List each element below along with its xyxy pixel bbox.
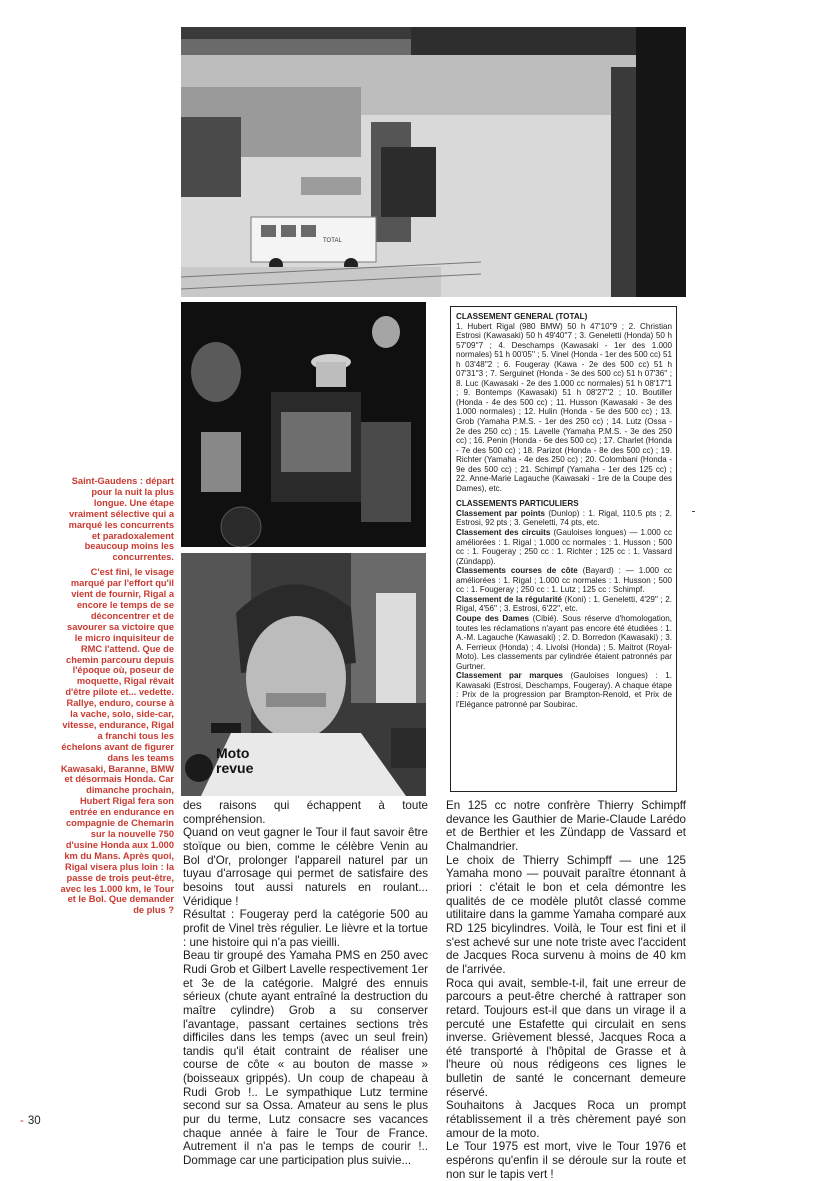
- article-paragraph: Le Tour 1975 est mort, vive le Tour 1976 et espérons qu'enfin il se déroule sur la route et non sur le tapis vert !: [446, 1140, 686, 1181]
- article-paragraph: Roca qui avait, semble-t-il, fait une erreur de parcours a peut-être cherché à rattraper son retard. Toujours est-il que dans un virage il a percuté une Estafette qui circulait en sens inverse. Grièvement blessé, Jacques Roca a été transporté à l'hôpital de Grasse et à l'heure où nous rédigeons ces lignes le bulletin de santé le concernant demeure réservé.: [446, 976, 686, 1099]
- photo-rigal-interview: [181, 553, 426, 796]
- ranking-section-text: (Gauloises longues) — 1.000 cc améliorées : 1. Rigal ; 1.000 cc normales : 1. Husson ; 500 cc : 1. Fougeray ; 250 cc : 1. Richter ; 125 cc : 1. Vassard (Zündapp).: [456, 528, 672, 566]
- ranking-section-label: Classement par points: [456, 508, 546, 518]
- general-ranking-title: CLASSEMENT GENERAL (TOTAL): [456, 312, 588, 321]
- general-ranking-text: 1. Hubert Rigal (980 BMW) 50 h 47'10''9 ; 2. Christian Estrosi (Kawasaki) 50 h 49'40''7 ; 3. Geneletti (Honda) 50 h 57'09''7 ; 4. Deschamps (Kawasaki - 1er des 1.000 normales) 51 h 00'05'' ; 5. Vinel (Honda - 1er des 500 cc) 51 h 03'48''2 ; 6. Fougeray (Kawa - 2e des 500 cc) 51 h 07'31''3 ; 7. Serguinet (Honda - 3e des 500 cc) 51 h 07'36'' ; 8. Luc (Kawasaki - 2e des 1.000 cc normales) 51 h 08'17''1 ; 9. Bontemps (Kawasaki) 51 h 08'27''2 ; 10. Boutiller (Honda - 4e des 500 cc) ; 11. Husson (Kawasaki - 3e des 1.000 normales) ; 12. Hulin (Honda - 5e des 500 cc) ; 13. Grob (Yamaha P.M.S. - 1er des 250 cc) ; 14. Lutz (Ossa - 2e des 250 cc) ; 15. Lavelle (Yamaha P.M.S. - 3e des 250 cc) ; 16. Penin (Honda - 6e des 500 cc) ; 17. Charlet (Honda - 7e des 500 cc) ; 18. Parizot (Honda - 8e des 500 cc) ; 19. Richter (Yamaha - 4e des 250 cc) ; 20. Colombani (Honda - 9e des 500 cc) ; 21. Schimpf (Yamaha - 1er des 125 cc) ; 22. Anne-Marie Lagauche (Kawasaki - 1re de la Coupe des Dames), etc.: [456, 321, 672, 493]
- ranking-section-label: Classement par marques: [456, 671, 563, 681]
- ranking-section-text: (Gauloises longues) : 1. Kawasaki (Estrosi, Deschamps, Fougeray). A chaque étape : Prix de la progression par Brampton-Renold, et Prix de l'Elégance patronné par Soubirac.: [456, 671, 672, 709]
- article-column-right: [446, 799, 686, 1181]
- shirt-text-revue: revue: [216, 760, 254, 776]
- caption-paragraph: Saint-Gaudens : départ pour la nuit la plus longue. Une étape vraiment sélective qui a marqué les concurrents et paradoxalement beaucoup moins les concurrentes.: [68, 476, 174, 563]
- ranking-section-label: Coupe des Dames: [456, 613, 529, 623]
- results-box: [450, 306, 677, 792]
- article-column-left: [183, 799, 428, 1168]
- photo-night-riders: [181, 302, 426, 547]
- ranking-section: [456, 528, 672, 566]
- night-riders-drawing: [181, 302, 426, 547]
- margin-tick: [692, 511, 695, 512]
- ranking-section-text: (Koni) : 1. Geneletti, 4'29'' ; 2. Rigal, 4'56'' ; 3. Estrosi, 6'22'', etc.: [456, 594, 672, 614]
- page-number: [20, 1115, 41, 1127]
- ranking-section-text: (Dunlop) : 1. Rigal, 110.5 pts ; 2. Estrosi, 92 pts ; 3. Geneletti, 74 pts, etc.: [456, 508, 672, 528]
- article-paragraph: Résultat : Fougeray perd la catégorie 500 au profit de Vinel très régulier. Le lièvre et la tortue : une histoire qui n'a pas vieilli.: [183, 908, 428, 949]
- ranking-section: [456, 566, 672, 595]
- article-paragraph: Le choix de Thierry Schimpff — une 125 Yamaha mono — pouvait paraître étonnant à priori : c'était le bon et cela démontre les qualités de ce modèle plutôt classé comme utilitaire dans la gamme Yamaha comparé aux RD 125 bicylindres. Voilà, le Tour est fini et il s'est achevé sur une note triste avec l'accident de Jacques Roca survenu à moins de 40 km de l'arrivée.: [446, 853, 686, 976]
- caption-paragraph: C'est fini, le visage marqué par l'effort qu'il vient de fournir, Rigal a encore le temps de se déconcentrer et de savourer sa victoire que le micro inquisiteur de RMC l'attend. Que de chemin parcouru depuis l'époque où, poseur de moquette, Rigal rêvait d'être pilote et... vedette. Rallye, enduro, course à la vache, solo, side-car, vitesse, endurance, Rigal a franchi tous les échelons avant de figurer dans les teams Kawasaki, Baranne, BMW et désormais Honda. Car dimanche prochain, Hubert Rigal fera son entrée en endurance en compagnie de Chemarin sur la nouvelle 750 d'usine Honda aux 1.000 km du Mans. Après quoi, Rigal visera plus loin : la passe de trois peut-être, avec les 1.000 km, le Tour et le Bol. Que demander de plus ?: [60, 567, 174, 916]
- paddock-photo-drawing: [181, 27, 686, 297]
- article-paragraph: Quand on veut gagner le Tour il faut savoir être stoïque ou bien, comme le célèbre Venin au Bol d'Or, prolonger l'appareil naturel par un tuyau d'arrosage qui permet de satisfaire des besoins tout aussi naturels en roulant... Véridique !: [183, 826, 428, 908]
- ranking-section-label: Classement des circuits: [456, 528, 551, 538]
- ranking-section-label: Classements courses de côte: [456, 566, 578, 576]
- article-paragraph: des raisons qui échappent à toute compréhension.: [183, 799, 428, 826]
- article-paragraph: Beau tir groupé des Yamaha PMS en 250 avec Rudi Grob et Gilbert Lavelle respectivement 1er et 3e de la catégorie. Malgré des ennuis sérieux (chute ayant entraîné la destruction du maître cylindre) Grob a su conserver l'avantage, passant certaines sections très difficiles dans les temps (avec un seul frein) tandis qu'il était contraint de réaliser une course de côte « au bouton de masse » (boisseaux grippés). Un coup de chapeau à Rudi Grob !.. Le sympathique Lutz termine second sur sa Ossa. Amateur au sens le plus pur du terme, Lutz consacre ses vacances chaque année à faire le Tour de France. Autrement il n'a pas le temps de courir !.. Dommage car une participation plus suivie...: [183, 949, 428, 1168]
- article-paragraph: En 125 cc notre confrère Thierry Schimpff devance les Gauthier de Marie-Claude Larédo et de Berthier et les Zündapp de Vassard et Chalmandrier.: [446, 799, 686, 853]
- photo-caption: [60, 476, 174, 920]
- page-number-value: 30: [27, 1115, 41, 1127]
- article-paragraph: Souhaitons à Jacques Roca un prompt rétablissement il a très chèrement payé son amour de la moto.: [446, 1099, 686, 1140]
- ranking-section-text: (Cibié). Sous réserve d'homologation, toutes les réclamations n'ayant pas encore été étudiées : 1. A.-M. Lagauche (Kawasaki) ; 2. D. Borredon (Kawasaki) ; 3. A. Ferrieux (Honda) ; 4. Livolsi (Honda) ; 5. Maitrot (Royal-Moto). Les classements par cylindrée étaient patronnés par Gurtner.: [456, 613, 672, 671]
- ranking-section-label: Classement de la régularité: [456, 594, 563, 604]
- rigal-interview-drawing: [181, 553, 426, 796]
- special-rankings-title: CLASSEMENTS PARTICULIERS: [456, 499, 579, 509]
- shirt-text-moto: Moto: [216, 745, 250, 761]
- ranking-section: [456, 671, 672, 709]
- ranking-section: [456, 595, 672, 614]
- ranking-section: [456, 509, 672, 528]
- red-dash-marker-icon: ‐: [20, 1115, 24, 1127]
- ranking-section-text: (Bayard) : — 1.000 cc améliorées : 1. Rigal ; 1.000 cc normales : 1. Husson ; 500 cc : 1. Fougeray ; 250 cc : 1. Lutz ; 125 cc : Schimpf.: [456, 566, 672, 595]
- photo-paddock-square: [181, 27, 686, 297]
- ranking-section: [456, 614, 672, 671]
- van-label: TOTAL: [323, 238, 342, 244]
